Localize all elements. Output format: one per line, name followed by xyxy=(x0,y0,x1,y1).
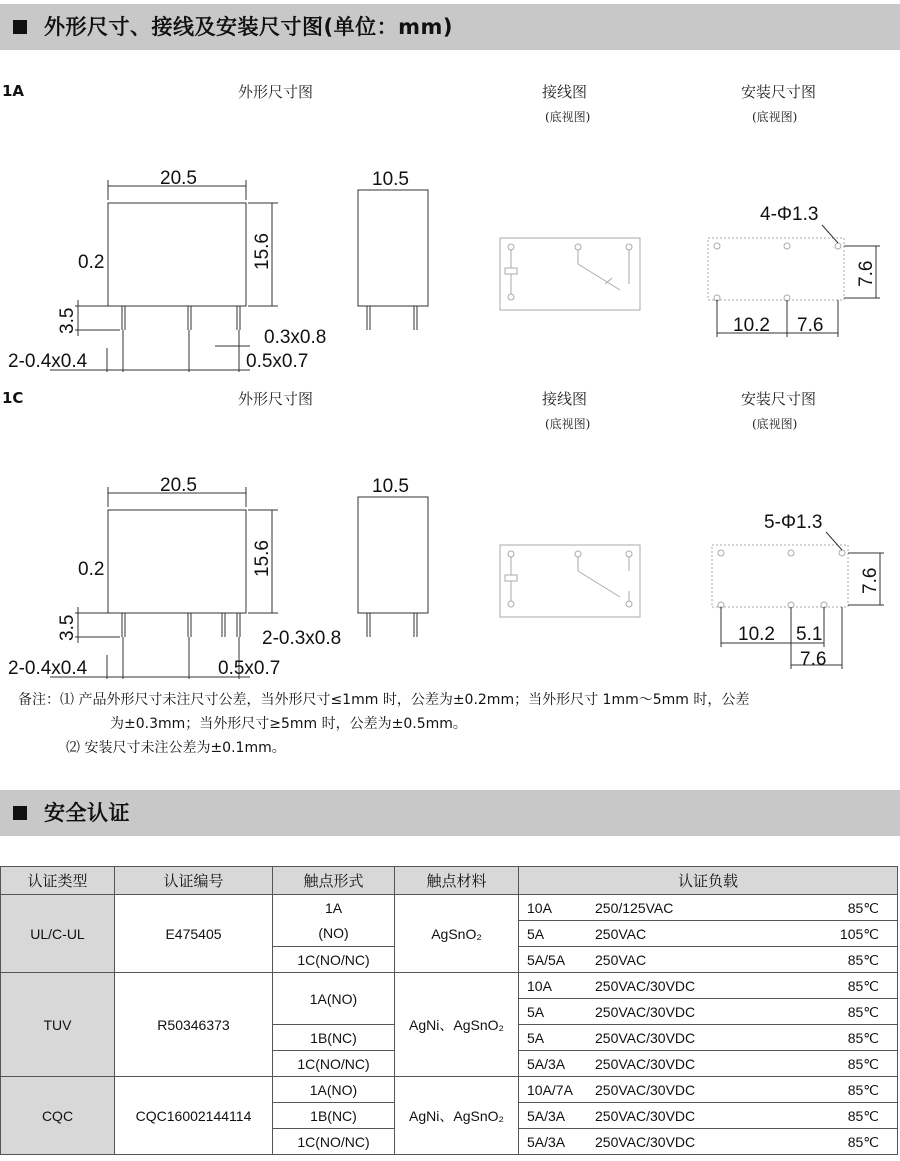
mount-x2: 7.6 xyxy=(797,315,824,336)
load-row xyxy=(519,1077,897,1102)
load-temp: 85℃ xyxy=(847,900,879,916)
load-current: 5A xyxy=(527,926,545,942)
relay-outline-side-1c xyxy=(358,497,428,637)
load-row xyxy=(519,1129,897,1154)
header-contact-form: 触点形式 xyxy=(273,867,395,895)
dim-width: 20.5 xyxy=(160,168,197,189)
relay-outline-front-1c xyxy=(50,487,281,679)
wiring-subtitle: (底视图) xyxy=(545,110,591,124)
load-temp: 105℃ xyxy=(839,926,879,942)
load-row xyxy=(519,921,897,946)
header-cert-load: 认证负载 xyxy=(519,867,898,895)
cell-form: 1A(NO) xyxy=(273,973,395,1025)
mount-title: 安装尺寸图 xyxy=(741,390,817,408)
section-header-certification xyxy=(0,790,900,836)
dim-pin-b: 0.5x0.7 xyxy=(246,351,309,372)
section-title: 安全认证 xyxy=(44,801,130,825)
load-row xyxy=(519,1103,897,1128)
notes-prefix: 备注： xyxy=(18,692,60,708)
mount-subtitle: (底视图) xyxy=(752,110,798,124)
cell-material: AgNi、AgSnO₂ xyxy=(395,1077,519,1155)
mount-height: 7.6 xyxy=(860,567,881,594)
load-temp: 85℃ xyxy=(847,1108,879,1124)
relay-outline-front-1a xyxy=(50,180,278,372)
cell-form: 1C(NO/NC) xyxy=(273,947,395,973)
load-voltage: 250VAC/30VDC xyxy=(595,1108,696,1124)
dim-pins: 2-0.4x0.4 xyxy=(8,658,88,679)
table-row xyxy=(1,895,898,921)
outline-title: 外形尺寸图 xyxy=(238,83,314,101)
note-1-number: ⑴ xyxy=(60,692,74,708)
load-voltage: 250VAC/30VDC xyxy=(595,1056,696,1072)
load-current: 10A/7A xyxy=(527,1082,573,1098)
note-1-line2: 为±0.3mm；当外形尺寸≥5mm 时，公差为±0.5mm。 xyxy=(110,716,467,732)
dim-pin-length: 3.5 xyxy=(57,614,78,641)
load-voltage: 250VAC/30VDC xyxy=(595,1134,696,1150)
cell-type: TUV xyxy=(1,973,115,1077)
note-2: 安装尺寸未注公差为±0.1mm。 xyxy=(84,740,286,756)
mount-subtitle: (底视图) xyxy=(752,417,798,431)
dim-pin-a: 2-0.3x0.8 xyxy=(262,628,342,649)
dim-height: 15.6 xyxy=(252,233,273,270)
cell-material: AgNi、AgSnO₂ xyxy=(395,973,519,1077)
load-voltage: 250VAC xyxy=(595,952,647,968)
load-voltage: 250VAC/30VDC xyxy=(595,978,696,994)
cell-number: CQC16002144114 xyxy=(115,1077,273,1155)
header-cert-type: 认证类型 xyxy=(1,867,115,895)
cell-form: (NO) xyxy=(273,921,395,947)
mount-diagram-1c xyxy=(712,532,884,669)
cell-number: E475405 xyxy=(115,895,273,973)
note-1-line1: 产品外形尺寸未注尺寸公差，当外形尺寸≤1mm 时，公差为±0.2mm；当外形尺寸 1mm～5mm 时，公差 xyxy=(78,692,750,708)
load-voltage: 250VAC/30VDC xyxy=(595,1082,696,1098)
wiring-title: 接线图 xyxy=(542,83,588,101)
cell-form: 1A(NO) xyxy=(273,1077,395,1103)
header-cert-number: 认证编号 xyxy=(115,867,273,895)
notes xyxy=(18,688,749,760)
cell-material: AgSnO₂ xyxy=(395,895,519,973)
load-temp: 85℃ xyxy=(847,1082,879,1098)
mount-x1: 10.2 xyxy=(738,624,775,645)
dim-depth: 10.5 xyxy=(372,476,409,497)
load-temp: 85℃ xyxy=(847,978,879,994)
load-row xyxy=(519,999,897,1024)
table-row xyxy=(1,1077,898,1103)
cell-form: 1B(NC) xyxy=(273,1103,395,1129)
load-row xyxy=(519,1051,897,1076)
load-current: 5A/3A xyxy=(527,1134,566,1150)
dim-pin-a: 0.3x0.8 xyxy=(264,327,327,348)
load-temp: 85℃ xyxy=(847,1134,879,1150)
load-row xyxy=(519,973,897,998)
block-id-1c: 1C xyxy=(2,389,24,407)
cell-number: R50346373 xyxy=(115,973,273,1077)
cell-form: 1C(NO/NC) xyxy=(273,1051,395,1077)
load-voltage: 250VAC/30VDC xyxy=(595,1004,696,1020)
dim-pin-b: 0.5x0.7 xyxy=(218,658,281,679)
load-row xyxy=(519,947,897,972)
load-voltage: 250VAC xyxy=(595,926,647,942)
block-id-1a: 1A xyxy=(2,82,25,100)
dim-gap: 0.2 xyxy=(78,559,105,580)
dim-width: 20.5 xyxy=(160,475,197,496)
header-contact-material: 触点材料 xyxy=(395,867,519,895)
load-current: 5A/3A xyxy=(527,1056,566,1072)
mount-holes: 5-Φ1.3 xyxy=(764,512,823,533)
mount-x2: 5.1 xyxy=(796,624,823,645)
outline-title: 外形尺寸图 xyxy=(238,390,314,408)
table-header-row xyxy=(1,867,898,895)
table-row xyxy=(1,973,898,999)
dim-gap: 0.2 xyxy=(78,252,105,273)
dim-depth: 10.5 xyxy=(372,169,409,190)
wiring-diagram-1a xyxy=(500,238,640,310)
wiring-diagram-1c xyxy=(500,545,640,617)
note-2-number: ⑵ xyxy=(66,740,80,756)
load-temp: 85℃ xyxy=(847,952,879,968)
load-current: 5A/3A xyxy=(527,1108,566,1124)
cell-form: 1C(NO/NC) xyxy=(273,1129,395,1155)
load-row xyxy=(519,895,897,920)
bullet-square-icon xyxy=(13,806,27,820)
load-row xyxy=(519,1025,897,1050)
dim-height: 15.6 xyxy=(252,540,273,577)
relay-outline-side-1a xyxy=(358,190,428,330)
load-temp: 85℃ xyxy=(847,1030,879,1046)
load-current: 5A xyxy=(527,1030,545,1046)
certification-table xyxy=(0,866,898,1155)
load-current: 5A xyxy=(527,1004,545,1020)
cell-form: 1A xyxy=(273,895,395,921)
section-title: 外形尺寸、接线及安装尺寸图(单位：mm) xyxy=(44,15,453,39)
wiring-subtitle: (底视图) xyxy=(545,417,591,431)
load-current: 10A xyxy=(527,978,552,994)
mount-holes: 4-Φ1.3 xyxy=(760,204,819,225)
mount-height: 7.6 xyxy=(856,260,877,287)
mount-x3: 7.6 xyxy=(800,649,827,670)
wiring-title: 接线图 xyxy=(542,390,588,408)
cell-form: 1B(NC) xyxy=(273,1025,395,1051)
cell-type: CQC xyxy=(1,1077,115,1155)
load-voltage: 250VAC/30VDC xyxy=(595,1030,696,1046)
dim-pins: 2-0.4x0.4 xyxy=(8,351,88,372)
load-voltage: 250/125VAC xyxy=(595,900,674,916)
load-current: 5A/5A xyxy=(527,952,566,968)
load-current: 10A xyxy=(527,900,552,916)
cell-type: UL/C-UL xyxy=(1,895,115,973)
dim-pin-length: 3.5 xyxy=(57,307,78,334)
load-temp: 85℃ xyxy=(847,1056,879,1072)
mount-title: 安装尺寸图 xyxy=(741,83,817,101)
mount-x1: 10.2 xyxy=(733,315,770,336)
load-temp: 85℃ xyxy=(847,1004,879,1020)
